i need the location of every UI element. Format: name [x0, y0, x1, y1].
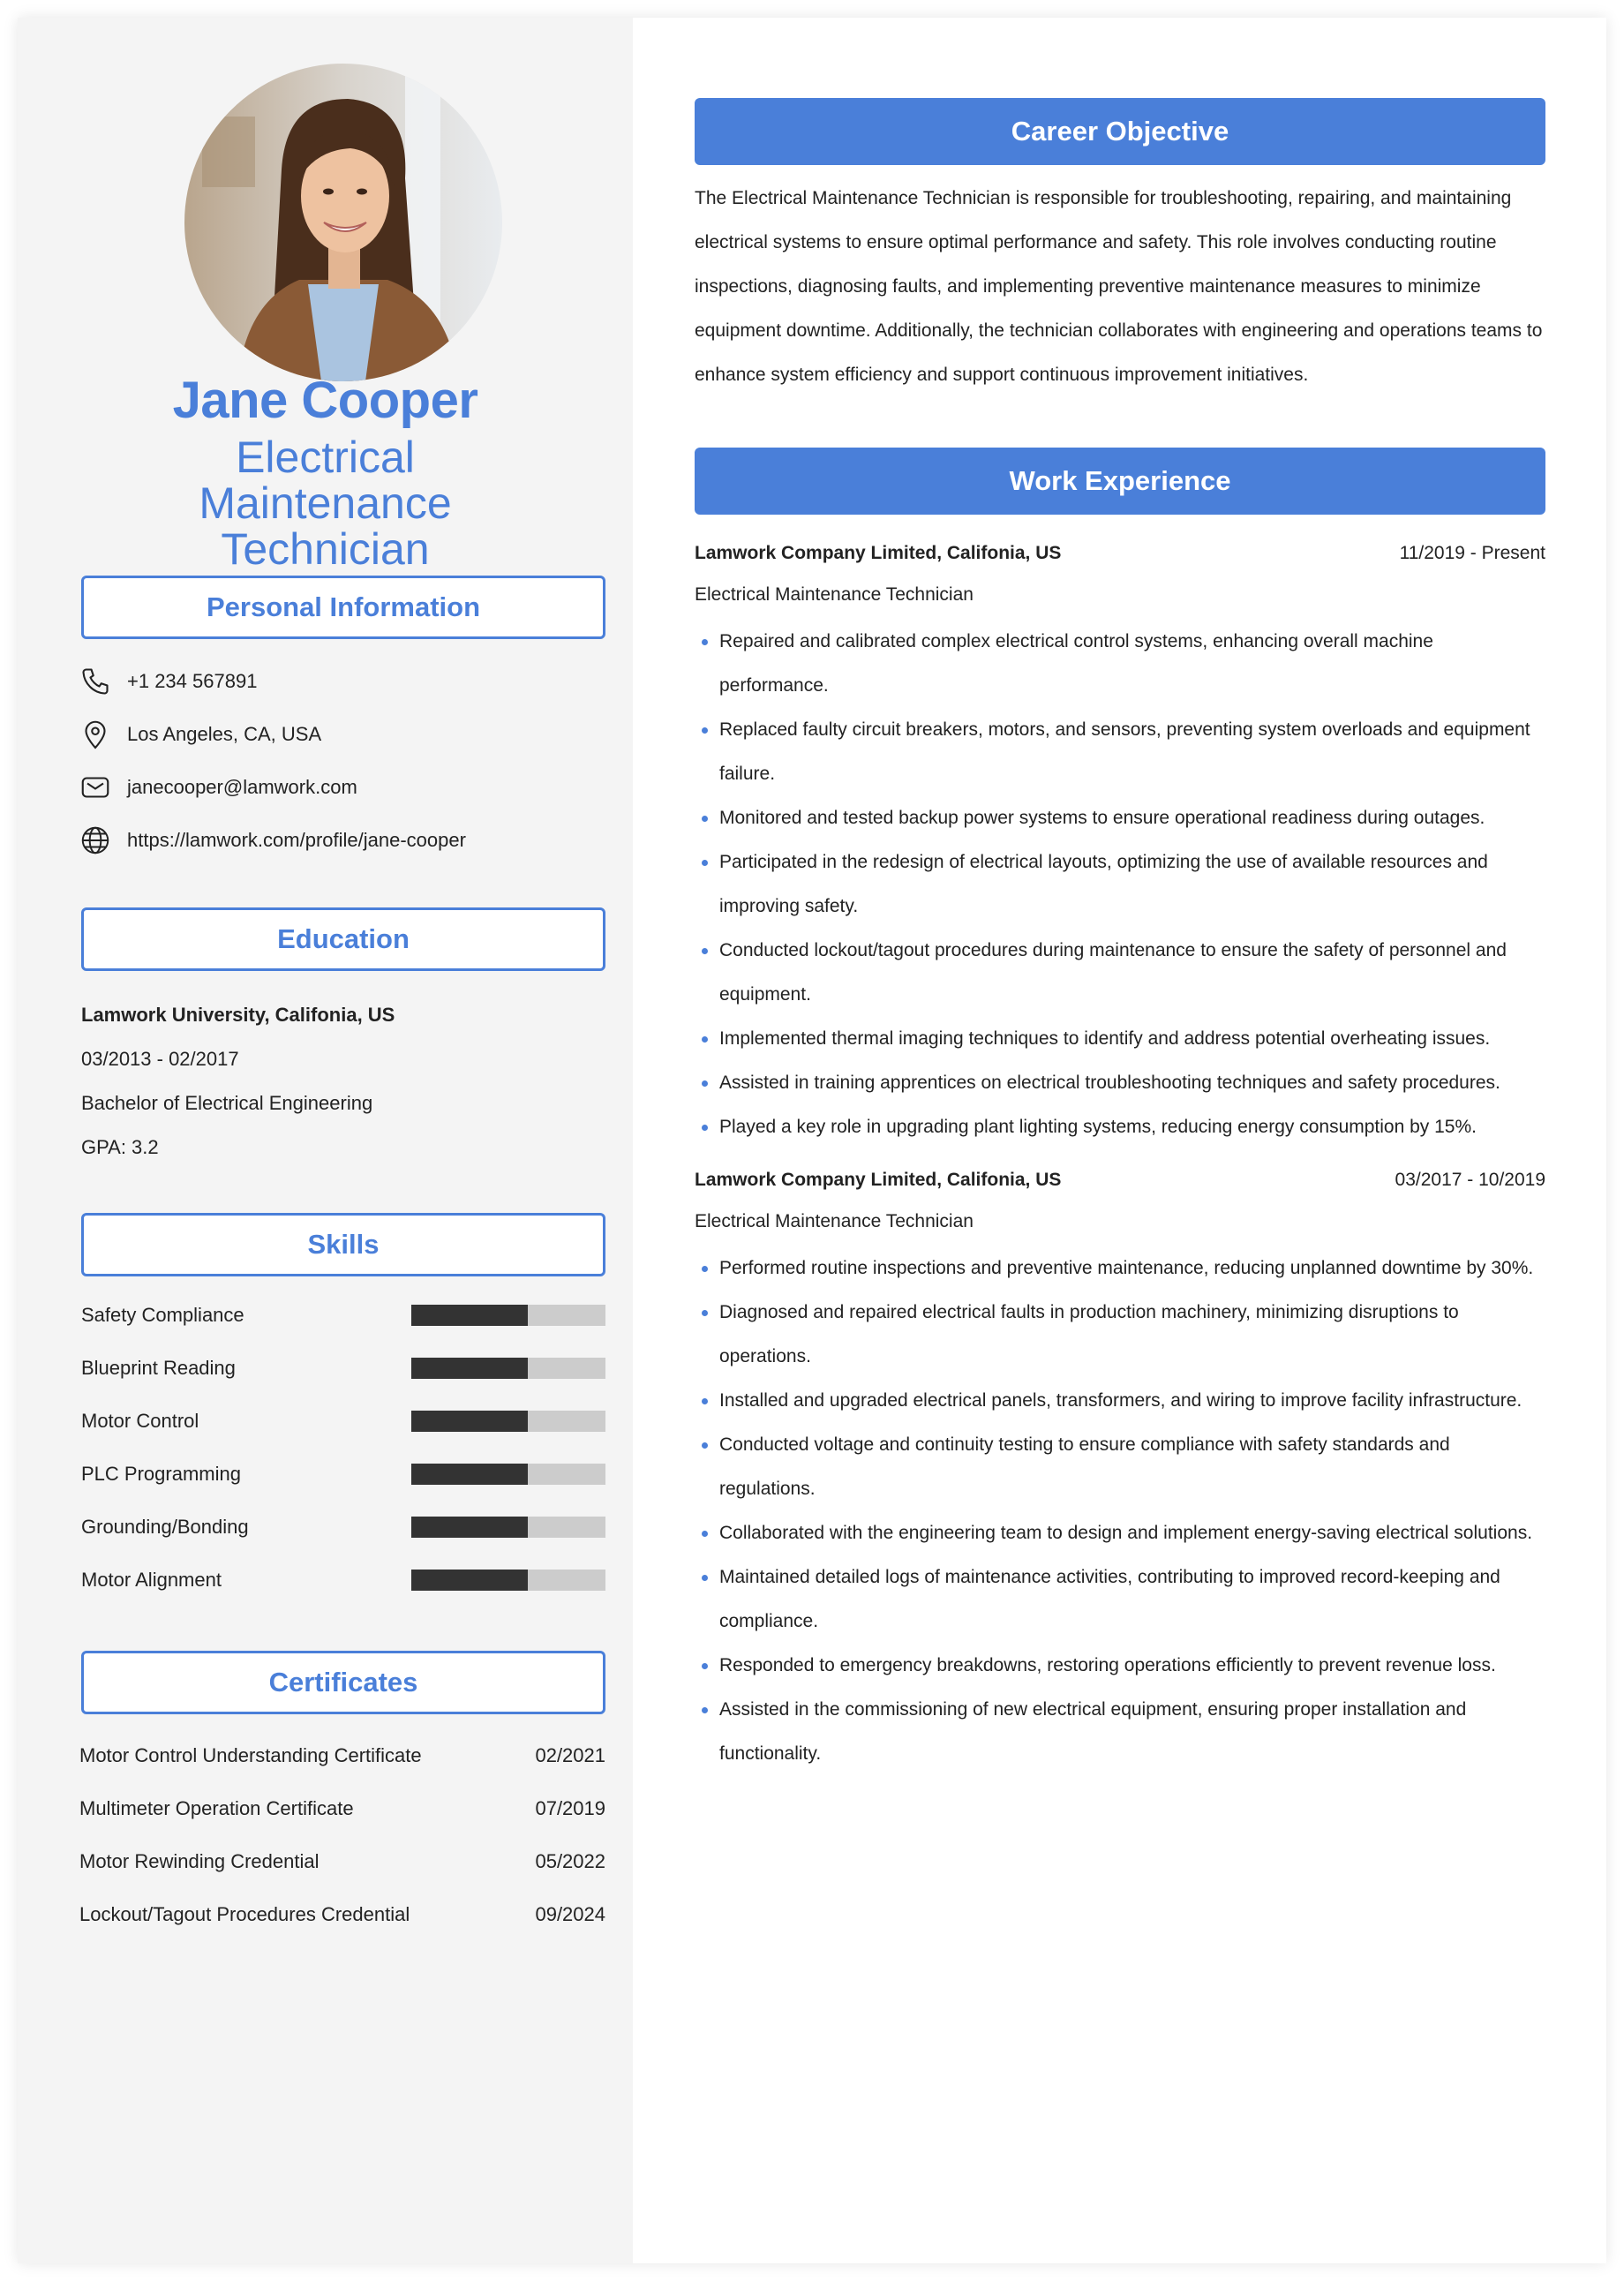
certificate-name: Lockout/Tagout Procedures Credential — [79, 1903, 410, 1925]
certificate-date: 07/2019 — [535, 1797, 605, 1819]
list-item: Conducted lockout/tagout procedures during maintenance to ensure the safety of personnel and equipment. — [695, 929, 1545, 1017]
job-1-header — [695, 540, 1545, 567]
education-dates: 03/2013 - 02/2017 — [81, 1048, 239, 1070]
list-item: Participated in the redesign of electrical layouts, optimizing the use of available resources and improving safety. — [695, 840, 1545, 929]
skill-level-bar — [411, 1464, 605, 1485]
list-item: Assisted in the commissioning of new electrical equipment, ensuring proper installation and functionality. — [695, 1688, 1545, 1776]
list-item: Replaced faulty circuit breakers, motors, and sensors, preventing system overloads and equipment failure. — [695, 708, 1545, 796]
skill-level-bar — [411, 1570, 605, 1591]
list-item: Conducted voltage and continuity testing to ensure compliance with safety standards and regulations. — [695, 1423, 1545, 1511]
skill-level-fill — [411, 1305, 528, 1326]
list-item: Monitored and tested backup power systems to ensure operational readiness during outages. — [695, 796, 1545, 840]
skill-row — [81, 1461, 605, 1487]
list-item: Performed routine inspections and preventive maintenance, reducing unplanned downtime by 30%. — [695, 1246, 1545, 1291]
skill-level-bar — [411, 1358, 605, 1379]
contact-website-text[interactable]: https://lamwork.com/profile/jane-cooper — [127, 829, 466, 851]
certificate-row — [79, 1848, 605, 1875]
job-2-dates: 03/2017 - 10/2019 — [1395, 1170, 1545, 1190]
skill-level-bar — [411, 1411, 605, 1432]
location-pin-icon — [78, 717, 113, 752]
skill-level-fill — [411, 1517, 528, 1538]
contact-location — [78, 717, 607, 752]
certificate-date: 05/2022 — [535, 1850, 605, 1872]
career-objective-heading: Career Objective — [695, 98, 1545, 165]
envelope-icon — [78, 770, 113, 805]
job-2-company: Lamwork Company Limited, Califonia, US — [695, 1170, 1062, 1190]
list-item: Diagnosed and repaired electrical faults in production machinery, minimizing disruptions to operations. — [695, 1291, 1545, 1379]
skill-level-fill — [411, 1570, 528, 1591]
list-item: Assisted in training apprentices on electrical troubleshooting techniques and safety procedures. — [695, 1061, 1545, 1105]
resume-page — [18, 18, 1606, 2263]
candidate-title: Electrical Maintenance Technician — [199, 433, 452, 574]
job-1-dates: 11/2019 - Present — [1399, 543, 1545, 563]
skills-heading: Skills — [81, 1213, 605, 1276]
education-gpa: GPA: 3.2 — [81, 1136, 159, 1158]
list-item: Collaborated with the engineering team to design and implement energy-saving electrical solutions. — [695, 1511, 1545, 1555]
contact-website — [78, 823, 607, 858]
certificate-date: 02/2021 — [535, 1744, 605, 1766]
skill-level-bar — [411, 1517, 605, 1538]
list-item: Played a key role in upgrading plant lighting systems, reducing energy consumption by 15%. — [695, 1105, 1545, 1149]
job-1-role: Electrical Maintenance Technician — [695, 584, 974, 605]
personal-info-heading: Personal Information — [81, 576, 605, 639]
list-item: Repaired and calibrated complex electrical control systems, enhancing overall machine performance. — [695, 620, 1545, 708]
job-2-bullets — [695, 1246, 1545, 1776]
skill-row — [81, 1567, 605, 1593]
skill-row — [81, 1408, 605, 1434]
job-1-company: Lamwork Company Limited, Califonia, US — [695, 543, 1062, 563]
skill-level-fill — [411, 1464, 528, 1485]
certificate-name: Motor Control Understanding Certificate — [79, 1744, 422, 1766]
sidebar — [18, 18, 633, 2263]
list-item: Installed and upgraded electrical panels, transformers, and wiring to improve facility infrastructure. — [695, 1379, 1545, 1423]
job-2-header — [695, 1167, 1545, 1193]
skill-name: Motor Alignment — [81, 1569, 222, 1591]
certificate-name: Multimeter Operation Certificate — [79, 1797, 354, 1819]
skill-name: Blueprint Reading — [81, 1357, 236, 1379]
education-school: Lamwork University, Califonia, US — [81, 1004, 395, 1026]
education-heading: Education — [81, 907, 605, 971]
certificate-row — [79, 1901, 605, 1928]
job-2-role: Electrical Maintenance Technician — [695, 1211, 974, 1231]
main-content — [633, 18, 1606, 2263]
contact-phone — [78, 664, 607, 699]
list-item: Maintained detailed logs of maintenance activities, contributing to improved record-keeping and compliance. — [695, 1555, 1545, 1644]
skill-name: Safety Compliance — [81, 1304, 244, 1326]
contact-location-text: Los Angeles, CA, USA — [127, 723, 322, 745]
skill-name: Grounding/Bonding — [81, 1516, 249, 1538]
list-item: Implemented thermal imaging techniques to identify and address potential overheating issues. — [695, 1017, 1545, 1061]
career-objective-text: The Electrical Maintenance Technician is responsible for troubleshooting, repairing, and maintaining electrical systems to ensure optimal performance and safety. This role involves conducting routine inspections, diagnosing faults, and implementing preventive maintenance measures to minimize equipment downtime. Additionally, the technician collaborates with engineering and operations teams to enhance system efficiency and support continuous improvement initiatives. — [695, 188, 1543, 385]
certificate-name: Motor Rewinding Credential — [79, 1850, 320, 1872]
globe-icon — [78, 823, 113, 858]
skill-row — [81, 1514, 605, 1540]
skill-row — [81, 1355, 605, 1381]
certificates-heading: Certificates — [81, 1651, 605, 1714]
work-experience-heading: Work Experience — [695, 448, 1545, 515]
certificate-date: 09/2024 — [535, 1903, 605, 1925]
skill-name: Motor Control — [81, 1410, 199, 1432]
certificate-row — [79, 1743, 605, 1769]
skill-level-fill — [411, 1358, 528, 1379]
skill-level-bar — [411, 1305, 605, 1326]
skill-row — [81, 1302, 605, 1329]
contact-email-text[interactable]: janecooper@lamwork.com — [127, 776, 357, 798]
skill-level-fill — [411, 1411, 528, 1432]
contact-phone-text[interactable]: +1 234 567891 — [127, 670, 258, 692]
contact-email — [78, 770, 607, 805]
certificate-row — [79, 1795, 605, 1822]
job-1-bullets — [695, 620, 1545, 1149]
list-item: Responded to emergency breakdowns, restoring operations efficiently to prevent revenue loss. — [695, 1644, 1545, 1688]
profile-photo — [184, 64, 502, 381]
education-degree: Bachelor of Electrical Engineering — [81, 1092, 373, 1114]
skill-name: PLC Programming — [81, 1463, 241, 1485]
phone-icon — [78, 664, 113, 699]
candidate-name: Jane Cooper — [172, 372, 478, 429]
